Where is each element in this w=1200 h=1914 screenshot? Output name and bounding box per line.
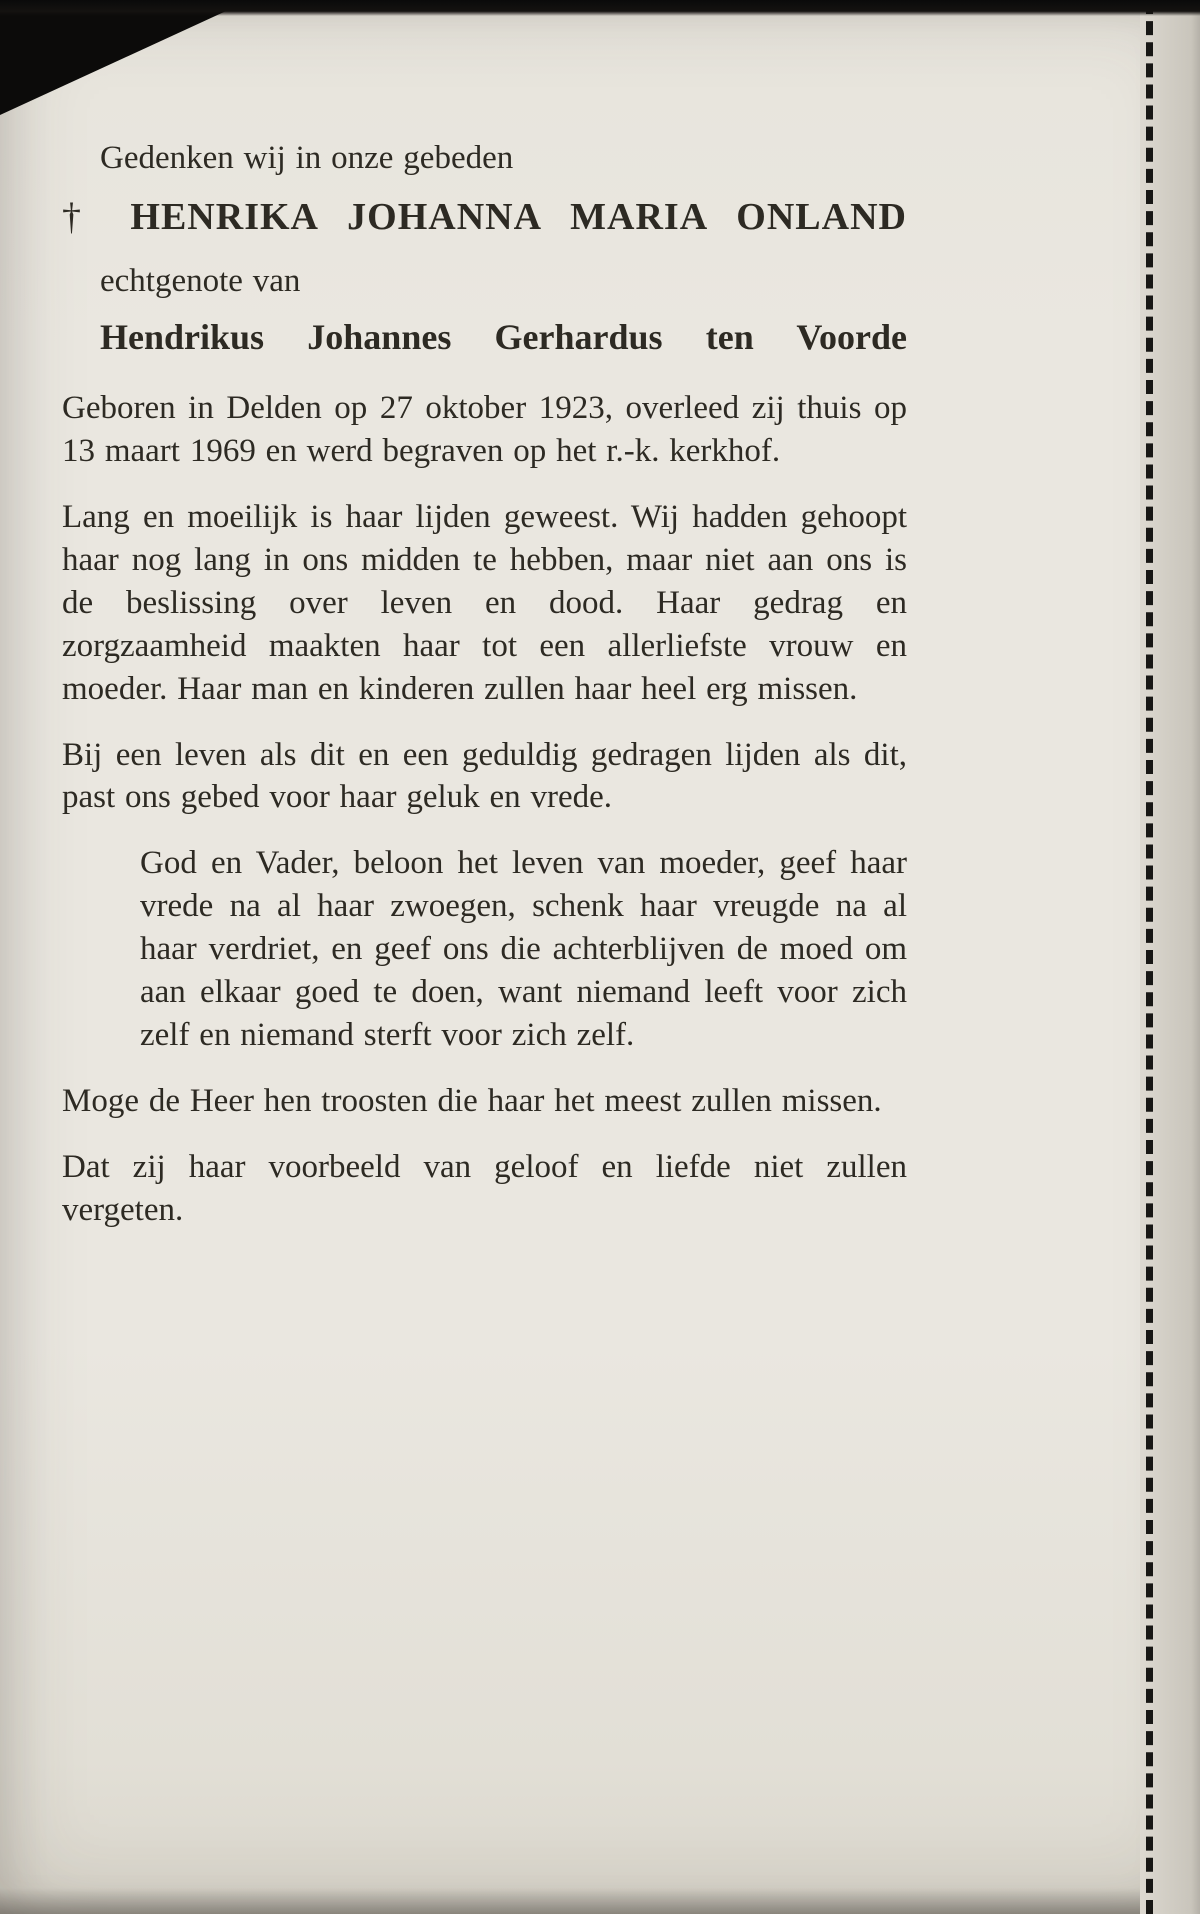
deceased-name: HENRIKA JOHANNA MARIA ONLAND [130, 196, 907, 239]
prayer-block: God en Vader, beloon het leven van moeder, geef haar vrede na al haar zwoegen, schenk haar vreugde na al haar verdriet, en geef ons die achterblijven de moed om aan elkaar goed te doen, want niemand leeft voor zich zelf en niemand sterft voor zich zelf. [140, 845, 907, 1053]
paragraph-life: Lang en moeilijk is haar lijden geweest. Wij hadden gehoopt haar nog lang in ons midden te hebben, maar niet aan ons is de beslissing over leven en dood. Haar gedrag en zorgzaamheid maakten haar tot een allerliefste vrouw en moeder. Haar man en kinderen zullen haar heel erg missen. [62, 499, 907, 707]
intro-line: Gedenken wij in onze gebeden [100, 140, 514, 176]
cross-icon: † [62, 196, 101, 239]
closing-paragraph-voorbeeld: Dat zij haar voorbeeld van geloof en liefde niet zullen vergeten. [62, 1148, 907, 1228]
relation-label: echtgenote van [100, 262, 301, 299]
spouse-name: Hendrikus Johannes Gerhardus ten Voorde [100, 317, 907, 358]
card-text-block [62, 138, 907, 1254]
scan-edge-right [1140, 0, 1200, 1914]
scan-corner-shadow [0, 0, 250, 115]
paragraph-gebed: Bij een leven als dit en een geduldig gedragen lijden als dit, past ons gebed voor haar geluk en vrede. [62, 736, 907, 816]
scan-edge-top [0, 0, 1200, 16]
closing-paragraph-troost: Moge de Heer hen troosten die haar het meest zullen missen. [62, 1082, 882, 1119]
deceased-name-line [62, 195, 907, 241]
scan-edge-bottom [0, 1888, 1200, 1914]
perforation-line [1146, 0, 1153, 1914]
paragraph-birth-death: Geboren in Delden op 27 oktober 1923, overleed zij thuis op 13 maart 1969 en werd begraven op het r.-k. kerkhof. [62, 390, 907, 470]
